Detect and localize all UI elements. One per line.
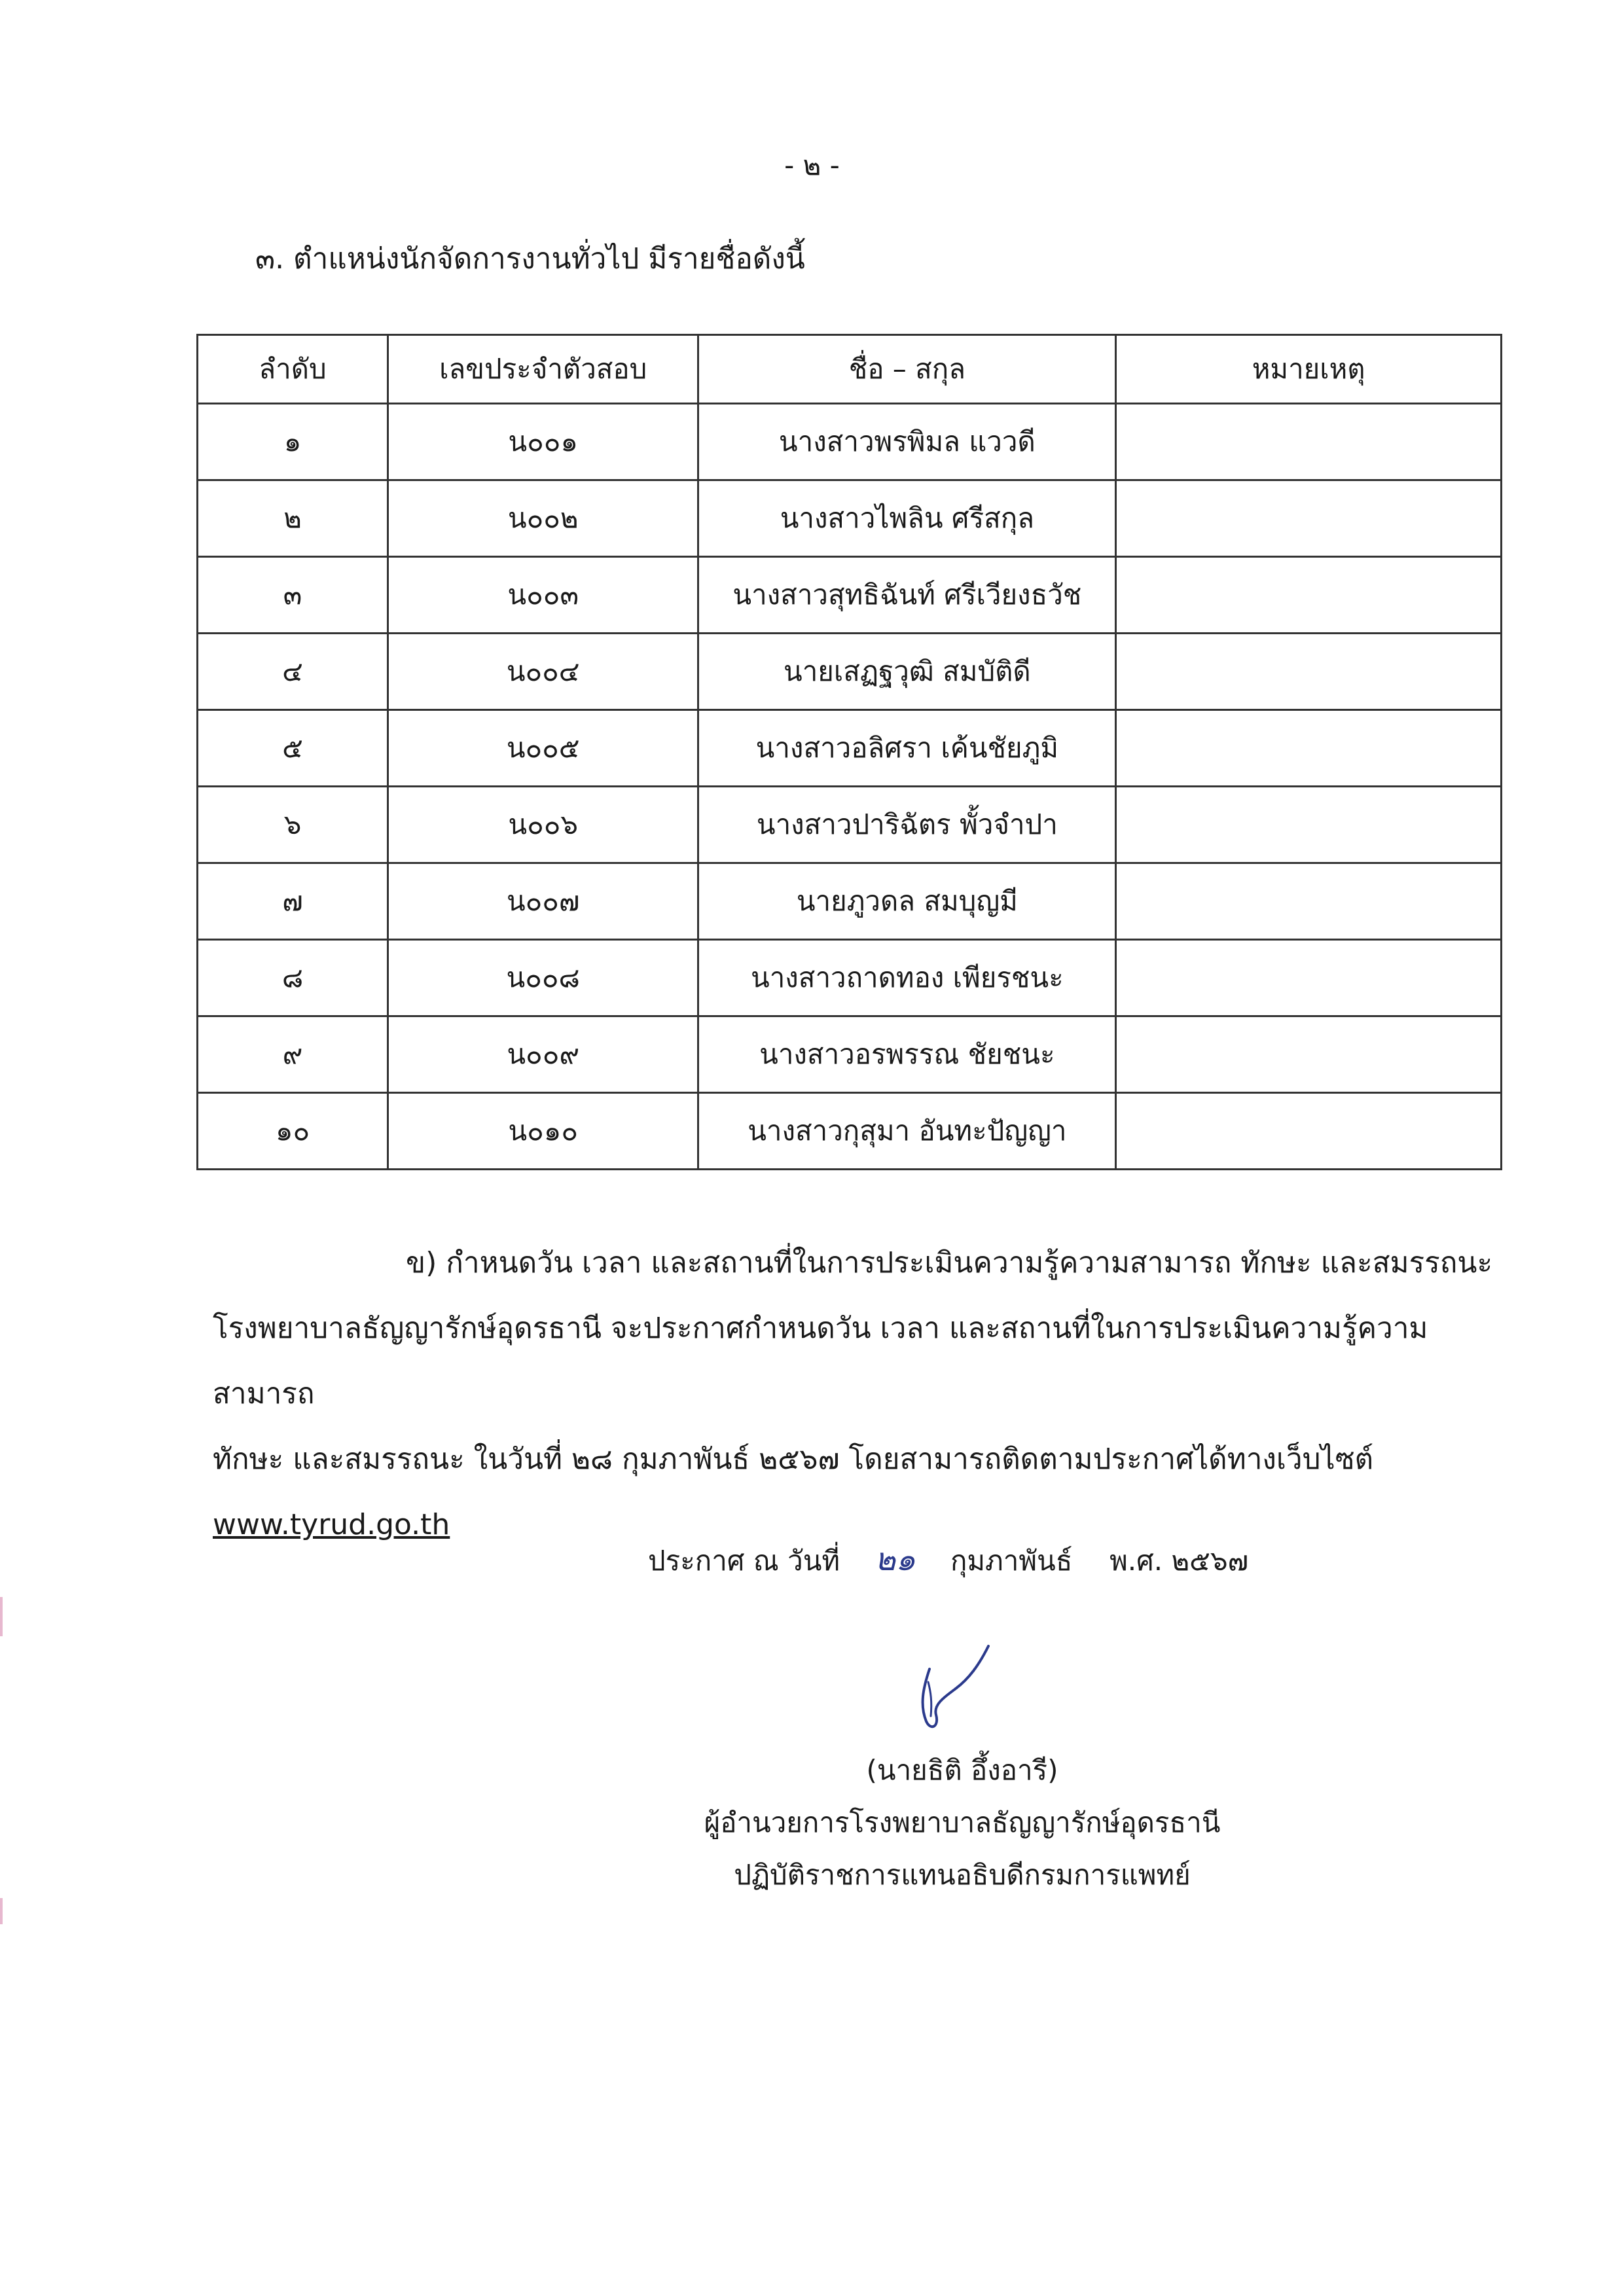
cell-note [1116, 1016, 1502, 1093]
cell-name: นางสาวพรพิมล แววดี [698, 404, 1116, 480]
cell-exam-id: น๐๐๘ [388, 940, 698, 1016]
column-header-exam-id: เลขประจำตัวสอบ [388, 335, 698, 404]
cell-exam-id: น๐๑๐ [388, 1093, 698, 1170]
cell-note [1116, 710, 1502, 787]
handwritten-signature [903, 1643, 1008, 1741]
cell-exam-id: น๐๐๓ [388, 557, 698, 634]
margin-mark [0, 1898, 3, 1924]
announcement-prefix: ประกาศ ณ วันที่ [648, 1545, 840, 1577]
cell-order: ๖ [198, 787, 388, 863]
cell-name: นางสาวปาริฉัตร พั้วจำปา [698, 787, 1116, 863]
cell-note [1116, 863, 1502, 940]
table-row [198, 787, 1502, 863]
table-row [198, 634, 1502, 710]
website-link[interactable]: www.tyrud.go.th [213, 1508, 450, 1541]
table-row [198, 863, 1502, 940]
cell-exam-id: น๐๐๑ [388, 404, 698, 480]
table-row [198, 940, 1502, 1016]
cell-order: ๓ [198, 557, 388, 634]
cell-exam-id: น๐๐๙ [388, 1016, 698, 1093]
cell-note [1116, 787, 1502, 863]
cell-exam-id: น๐๐๗ [388, 863, 698, 940]
cell-order: ๒ [198, 480, 388, 557]
cell-exam-id: น๐๐๕ [388, 710, 698, 787]
signatory-acting-for: ปฏิบัติราชการแทนอธิบดีกรมการแพทย์ [734, 1859, 1191, 1891]
candidate-table [196, 334, 1502, 1170]
table-row [198, 404, 1502, 480]
cell-order: ๑ [198, 404, 388, 480]
table-row [198, 1093, 1502, 1170]
cell-order: ๗ [198, 863, 388, 940]
signatory-name: (นายธิติ อึ้งอารี) [866, 1754, 1058, 1786]
paragraph-line: ทักษะ และสมรรถนะ ในวันที่ ๒๘ กุมภาพันธ์ ๒๕๖๗ โดยสามารถติดตามประกาศได้ทางเว็บไซต์ [213, 1443, 1374, 1476]
cell-order: ๘ [198, 940, 388, 1016]
cell-note [1116, 557, 1502, 634]
column-header-order: ลำดับ [198, 335, 388, 404]
schedule-paragraph [213, 1230, 1496, 1558]
cell-note [1116, 404, 1502, 480]
cell-note [1116, 634, 1502, 710]
section-heading: ๓. ตำแหน่งนักจัดการงานทั่วไป มีรายชื่อดังนี้ [255, 242, 805, 276]
cell-exam-id: น๐๐๒ [388, 480, 698, 557]
cell-name: นางสาวอรพรรณ ชัยชนะ [698, 1016, 1116, 1093]
column-header-name: ชื่อ – สกุล [698, 335, 1116, 404]
table-header-row [198, 335, 1502, 404]
cell-name: นางสาวกุสุมา อันทะปัญญา [698, 1093, 1116, 1170]
cell-exam-id: น๐๐๖ [388, 787, 698, 863]
paragraph-line: ข) กำหนดวัน เวลา และสถานที่ในการประเมินความรู้ความสามารถ ทักษะ และสมรรถนะ [406, 1246, 1493, 1280]
announcement-month: กุมภาพันธ์ [950, 1545, 1073, 1577]
paragraph-line: โรงพยาบาลธัญญารักษ์อุดรธานี จะประกาศกำหนดวัน เวลา และสถานที่ในการประเมินความรู้ความสามารถ [213, 1312, 1428, 1410]
cell-name: นายภูวดล สมบุญมี [698, 863, 1116, 940]
cell-order: ๕ [198, 710, 388, 787]
cell-name: นางสาวอลิศรา เค้นชัยภูมิ [698, 710, 1116, 787]
table-row [198, 710, 1502, 787]
cell-note [1116, 480, 1502, 557]
cell-name: นางสาวไพลิน ศรีสกุล [698, 480, 1116, 557]
cell-name: นางสาวสุทธิฉันท์ ศรีเวียงธวัช [698, 557, 1116, 634]
cell-note [1116, 940, 1502, 1016]
cell-order: ๑๐ [198, 1093, 388, 1170]
cell-order: ๙ [198, 1016, 388, 1093]
table-row [198, 480, 1502, 557]
cell-note [1116, 1093, 1502, 1170]
cell-order: ๔ [198, 634, 388, 710]
announcement-date [648, 1535, 1248, 1585]
cell-exam-id: น๐๐๔ [388, 634, 698, 710]
cell-name: นางสาวถาดทอง เพียรชนะ [698, 940, 1116, 1016]
cell-name: นายเสฏฐวุฒิ สมบัติดี [698, 634, 1116, 710]
signatory-block [622, 1744, 1303, 1901]
page-number: - ๒ - [784, 149, 840, 181]
handwritten-day: ๒๑ [875, 1541, 916, 1578]
margin-mark [0, 1597, 3, 1636]
announcement-year: พ.ศ. ๒๕๖๗ [1110, 1545, 1249, 1577]
table-row [198, 557, 1502, 634]
signatory-position: ผู้อำนวยการโรงพยาบาลธัญญารักษ์อุดรธานี [704, 1806, 1221, 1839]
column-header-note: หมายเหตุ [1116, 335, 1502, 404]
table-row [198, 1016, 1502, 1093]
